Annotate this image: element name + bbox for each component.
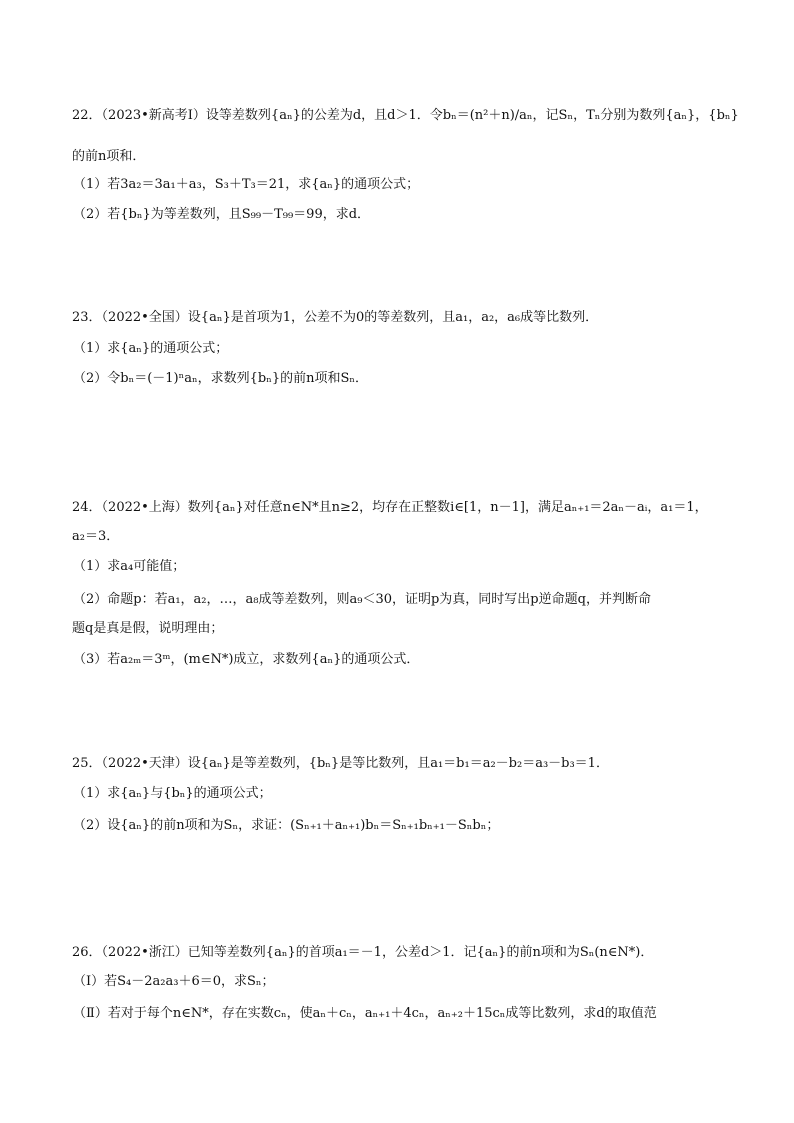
problem-24-stem: 24．（2022•上海）数列{aₙ}对任意n∈N*且n≥2，均存在正整数i∈[1，n－1]，满足aₙ₊₁＝2aₙ－aᵢ，a₁＝1， bbox=[72, 500, 708, 515]
problem-22-part-1: （1）若3a₂＝3a₁＋a₃，S₃＋T₃＝21，求{aₙ}的通项公式； bbox=[73, 177, 420, 192]
problem-26-part-1: （Ⅰ）若S₄－2a₂a₃＋6＝0，求Sₙ； bbox=[73, 974, 275, 989]
problem-24-part-1: （1）求a₄可能值； bbox=[73, 559, 186, 574]
problem-23-part-1: （1）求{aₙ}的通项公式； bbox=[73, 341, 229, 356]
problem-24-stem-cont: a₂＝3． bbox=[72, 529, 120, 544]
problem-23-part-2: （2）令bₙ＝(－1)ⁿaₙ，求数列{bₙ}的前n项和Sₙ． bbox=[73, 371, 369, 386]
problem-25-part-2: （2）设{aₙ}的前n项和为Sₙ，求证：(Sₙ₊₁＋aₙ₊₁)bₙ＝Sₙ₊₁bₙ₊₁－Sₙbₙ； bbox=[73, 818, 500, 833]
problem-24-part-3: （3）若a₂ₘ＝3ᵐ，(m∈N*)成立，求数列{aₙ}的通项公式． bbox=[73, 652, 420, 667]
problem-26-stem: 26．（2022•浙江）已知等差数列{aₙ}的首项a₁＝－1，公差d＞1．记{aₙ}的前n项和为Sₙ(n∈N*)． bbox=[72, 945, 654, 960]
problem-24-part-2: （2）命题p：若a₁，a₂，…，a₈成等差数列，则a₉＜30，证明p为真，同时写出p逆命题q，并判断命 bbox=[73, 592, 651, 607]
problem-24-part-2-cont: 题q是真是假，说明理由； bbox=[72, 621, 224, 636]
problem-25-part-1: （1）求{aₙ}与{bₙ}的通项公式； bbox=[73, 786, 272, 801]
problem-22-part-2: （2）若{bₙ}为等差数列，且S₉₉－T₉₉＝99，求d． bbox=[73, 207, 371, 222]
problem-22-stem: 22．（2023•新高考Ⅰ）设等差数列{aₙ}的公差为d，且d＞1．令bₙ＝(n²＋n)/aₙ，记Sₙ，Tₙ分别为数列{aₙ}，{bₙ} bbox=[72, 108, 739, 123]
problem-22-stem-cont: 的前n项和． bbox=[72, 149, 146, 164]
problem-25-stem: 25．（2022•天津）设{aₙ}是等差数列，{bₙ}是等比数列，且a₁＝b₁＝a₂－b₂＝a₃－b₃＝1． bbox=[72, 756, 609, 771]
problem-26-part-2: （Ⅱ）若对于每个n∈N*，存在实数cₙ，使aₙ＋cₙ，aₙ₊₁＋4cₙ，aₙ₊₂＋15cₙ成等比数列，求d的取值范 bbox=[73, 1006, 657, 1021]
problem-23-stem: 23．（2022•全国）设{aₙ}是首项为1，公差不为0的等差数列，且a₁，a₂，a₆成等比数列． bbox=[72, 310, 599, 325]
